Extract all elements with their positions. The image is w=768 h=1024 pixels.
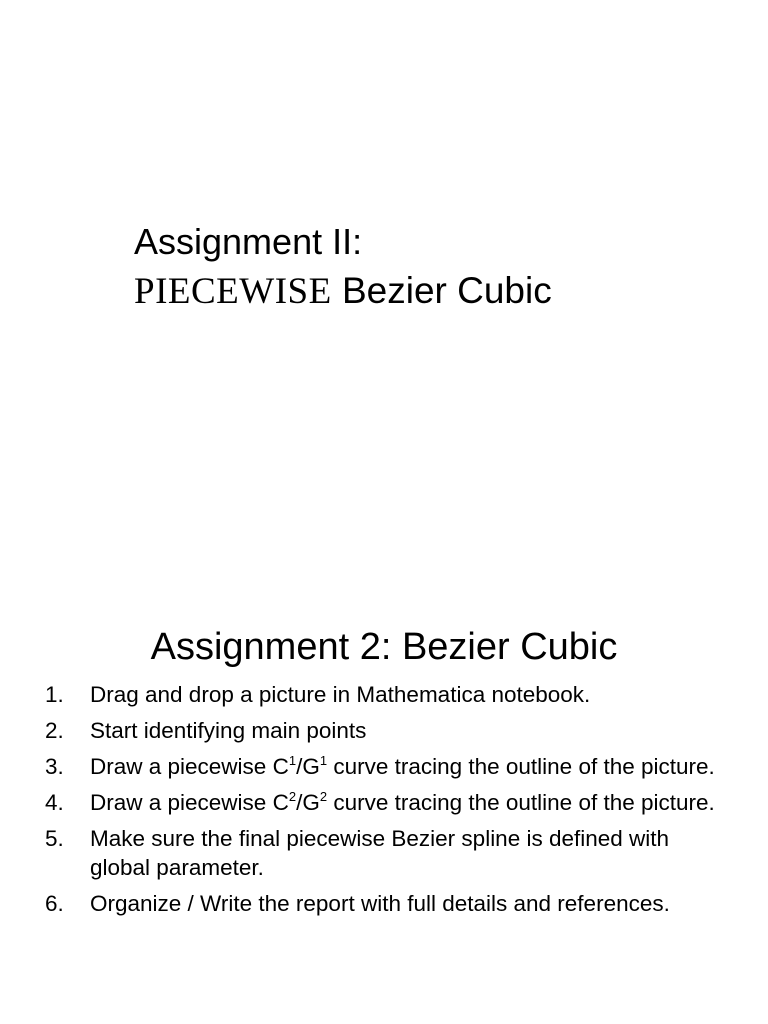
task-list — [0, 680, 768, 925]
task-text-post: curve tracing the outline of the picture. — [327, 754, 715, 779]
slide1-title-line1 — [134, 218, 754, 266]
slide1-title-line2 — [134, 266, 754, 317]
task-item-2 — [0, 716, 768, 745]
slide1-title-piecewise: PIECEWISE — [134, 271, 332, 312]
continuity-superscript: 1 — [319, 753, 328, 768]
task-text — [90, 754, 715, 779]
task-number: 2. — [45, 718, 64, 743]
task-number: 6. — [45, 891, 64, 916]
task-text-mid: /G — [296, 790, 320, 815]
task-text-pre: Draw a piecewise C — [90, 790, 289, 815]
task-item-4 — [0, 788, 768, 817]
task-item-5 — [0, 824, 768, 882]
task-text: Organize / Write the report with full details and references. — [90, 891, 670, 916]
task-item-1 — [0, 680, 768, 709]
slide1-title-colon: : — [352, 221, 363, 262]
slide1-title-bezier-cubic: Bezier Cubic — [331, 270, 552, 311]
slide2-title: Assignment 2: Bezier Cubic — [150, 626, 618, 668]
task-item-6 — [0, 889, 768, 918]
slide1-title — [134, 218, 754, 317]
task-number: 5. — [45, 826, 64, 851]
task-number: 1. — [45, 682, 64, 707]
task-text-post: curve tracing the outline of the picture. — [327, 790, 715, 815]
task-text-mid: /G — [296, 754, 320, 779]
continuity-superscript: 2 — [288, 789, 297, 804]
task-text: Drag and drop a picture in Mathematica notebook. — [90, 682, 591, 707]
continuity-superscript: 1 — [288, 753, 297, 768]
task-text: Start identifying main points — [90, 718, 367, 743]
continuity-superscript: 2 — [319, 789, 328, 804]
slide1-title-assignment: Assignment II — [134, 221, 353, 262]
task-item-3 — [0, 752, 768, 781]
task-text-pre: Draw a piecewise C — [90, 754, 289, 779]
task-text: Make sure the final piecewise Bezier spline is defined with global parameter. — [90, 826, 670, 880]
task-text — [90, 790, 715, 815]
task-number: 4. — [45, 790, 64, 815]
task-number: 3. — [45, 754, 64, 779]
